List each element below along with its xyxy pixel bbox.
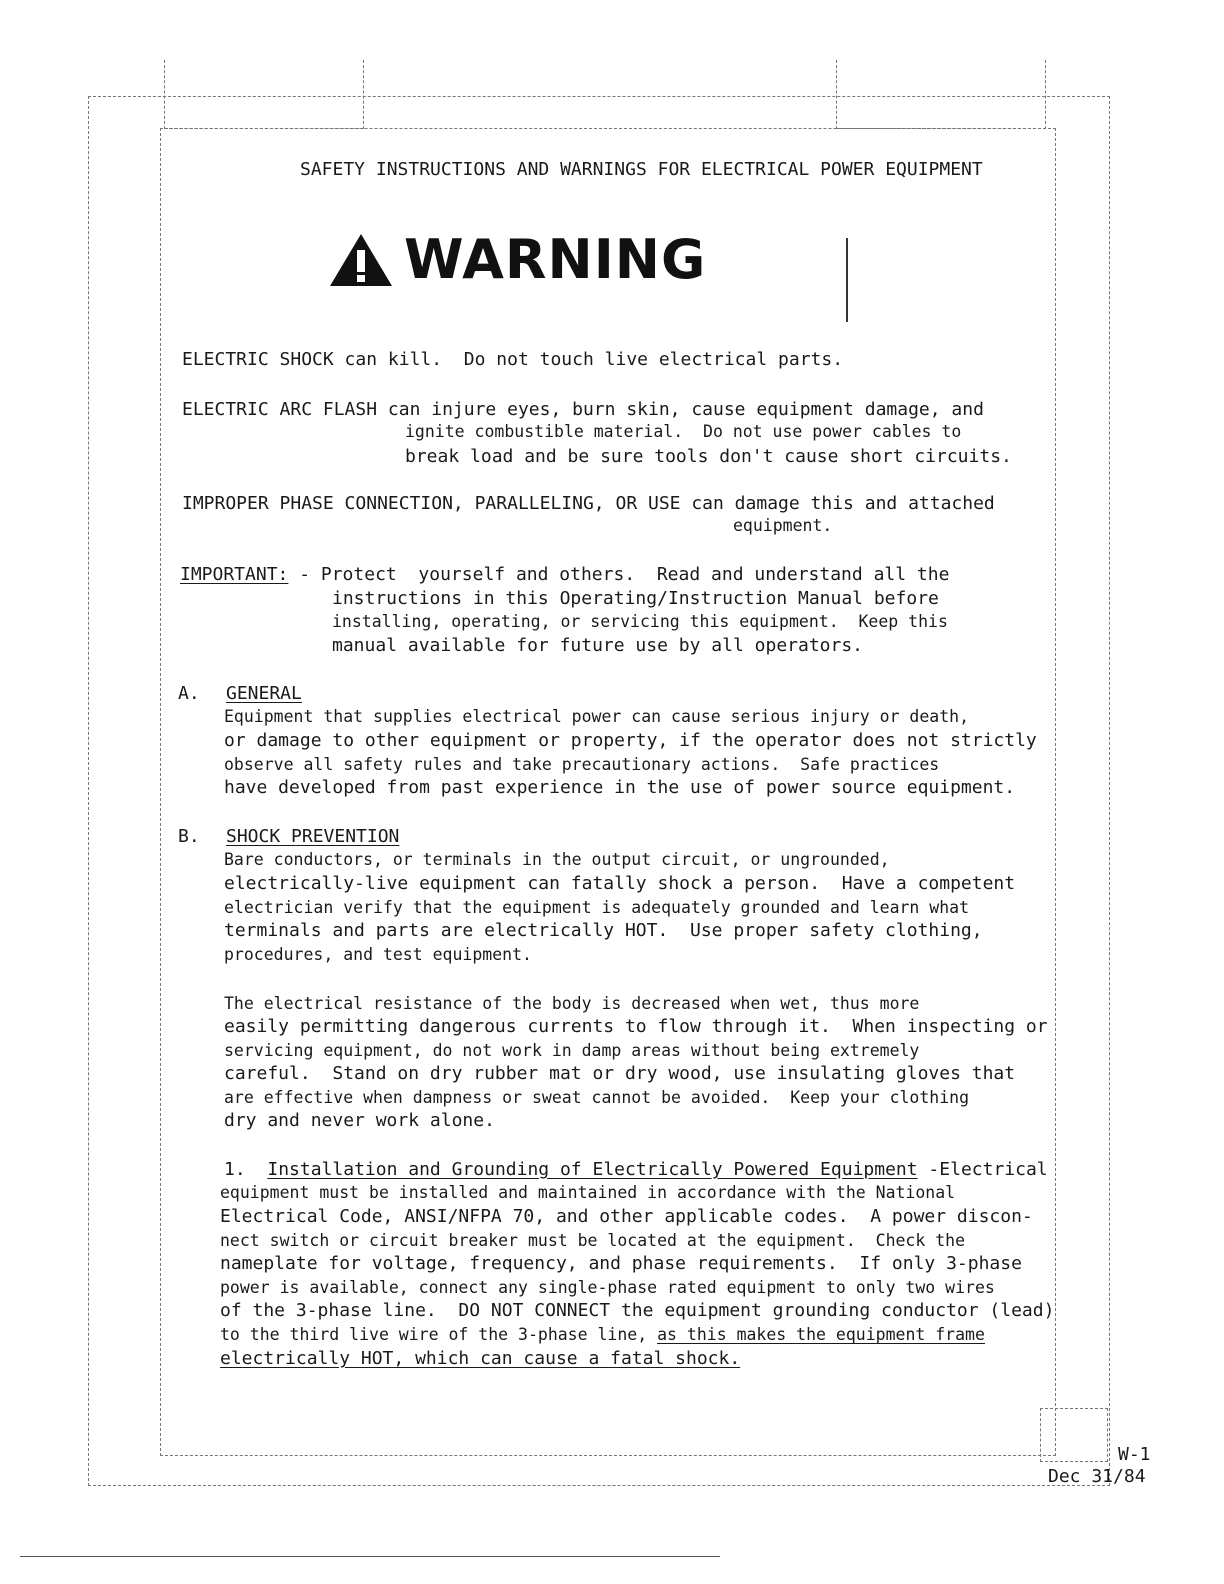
item-1-line-7: of the 3-phase line. DO NOT CONNECT the equipment grounding conductor (lead) bbox=[220, 1300, 1055, 1321]
section-b-p2-line-4: careful. Stand on dry rubber mat or dry wood, use insulating gloves that bbox=[224, 1063, 1016, 1084]
hazard-arc-line-3: break load and be sure tools don't cause short circuits. bbox=[405, 446, 1012, 467]
section-a-line-2: or damage to other equipment or property, if the operator does not strictly bbox=[224, 730, 1037, 751]
item-1-line-4: nect switch or circuit breaker must be located at the equipment. Check the bbox=[220, 1231, 966, 1250]
hazard-arc-line-1: ELECTRIC ARC FLASH can injure eyes, burn skin, cause equipment damage, and bbox=[182, 399, 984, 420]
item-1-line-9: electrically HOT, which can cause a fatal shock. bbox=[220, 1348, 741, 1369]
section-b-p1-line-5: procedures, and test equipment. bbox=[224, 945, 532, 964]
bottom-scan-line bbox=[20, 1556, 720, 1557]
hazard-phase-line-1: IMPROPER PHASE CONNECTION, PARALLELING, OR USE can damage this and attached bbox=[182, 493, 995, 514]
bottom-right-box bbox=[1040, 1408, 1108, 1462]
important-line-2: instructions in this Operating/Instruction Manual before bbox=[332, 588, 939, 609]
section-b-p1-line-1: Bare conductors, or terminals in the output circuit, or ungrounded, bbox=[224, 850, 890, 869]
item-1-heading: Installation and Grounding of Electrically Powered Equipment bbox=[267, 1159, 918, 1180]
section-a-heading: GENERAL bbox=[226, 683, 302, 704]
document-title: SAFETY INSTRUCTIONS AND WARNINGS FOR ELECTRICAL POWER EQUIPMENT bbox=[300, 159, 983, 180]
section-b-p1-line-4: terminals and parts are electrically HOT. Use proper safety clothing, bbox=[224, 920, 983, 941]
section-b-letter: B. bbox=[178, 826, 200, 847]
section-b-p2-line-2: easily permitting dangerous currents to flow through it. When inspecting or bbox=[224, 1016, 1048, 1037]
important-text-1: - Protect yourself and others. Read and understand all the bbox=[288, 564, 950, 585]
section-b-p2-line-6: dry and never work alone. bbox=[224, 1110, 495, 1131]
item-1-line-8-b: as this makes the equipment frame bbox=[657, 1325, 985, 1344]
warning-triangle-icon bbox=[328, 232, 394, 288]
section-a-line-4: have developed from past experience in the use of power source equipment. bbox=[224, 777, 1016, 798]
top-right-fold bbox=[836, 60, 1046, 129]
item-1-line-5: nameplate for voltage, frequency, and phase requirements. If only 3-phase bbox=[220, 1253, 1022, 1274]
item-1-line-6: power is available, connect any single-phase rated equipment to only two wires bbox=[220, 1278, 995, 1297]
section-b-heading: SHOCK PREVENTION bbox=[226, 826, 400, 847]
important-line-4: manual available for future use by all operators. bbox=[332, 635, 864, 656]
item-1-heading-tail: -Electrical bbox=[917, 1159, 1048, 1180]
vertical-rule bbox=[846, 238, 848, 322]
warning-heading: WARNING bbox=[404, 228, 707, 291]
item-1-line-8-a: to the third live wire of the 3-phase line, bbox=[220, 1325, 658, 1344]
item-1-line-1 bbox=[224, 1159, 1048, 1181]
item-1-line-3: Electrical Code, ANSI/NFPA 70, and other applicable codes. A power discon- bbox=[220, 1206, 1033, 1227]
hazard-shock: ELECTRIC SHOCK can kill. Do not touch live electrical parts. bbox=[182, 349, 844, 370]
important-label: IMPORTANT: bbox=[180, 564, 289, 585]
section-b-p2-line-5: are effective when dampness or sweat cannot be avoided. Keep your clothing bbox=[224, 1088, 970, 1107]
page-number: W-1 bbox=[1118, 1444, 1151, 1465]
item-1-number: 1. bbox=[224, 1159, 246, 1180]
item-1-line-8 bbox=[220, 1324, 985, 1346]
section-b-p2-line-3: servicing equipment, do not work in damp areas without being extremely bbox=[224, 1041, 920, 1060]
section-a-letter: A. bbox=[178, 683, 200, 704]
revision-date: Dec 31/84 bbox=[1048, 1466, 1146, 1487]
item-1-line-2: equipment must be installed and maintained in accordance with the National bbox=[220, 1183, 956, 1202]
important-line-1 bbox=[180, 564, 949, 586]
section-a-line-3: observe all safety rules and take precautionary actions. Safe practices bbox=[224, 755, 940, 774]
section-b-p1-line-2: electrically-live equipment can fatally shock a person. Have a competent bbox=[224, 873, 1016, 894]
hazard-phase-line-2: equipment. bbox=[733, 516, 833, 535]
hazard-arc-line-2: ignite combustible material. Do not use power cables to bbox=[405, 422, 962, 441]
section-a-line-1: Equipment that supplies electrical power can cause serious injury or death, bbox=[224, 707, 970, 726]
top-left-fold bbox=[164, 60, 364, 129]
section-b-p1-line-3: electrician verify that the equipment is adequately grounded and learn what bbox=[224, 898, 970, 917]
warning-banner bbox=[328, 228, 706, 291]
section-b-p2-line-1: The electrical resistance of the body is decreased when wet, thus more bbox=[224, 994, 920, 1013]
important-line-3: installing, operating, or servicing this equipment. Keep this bbox=[332, 612, 948, 631]
